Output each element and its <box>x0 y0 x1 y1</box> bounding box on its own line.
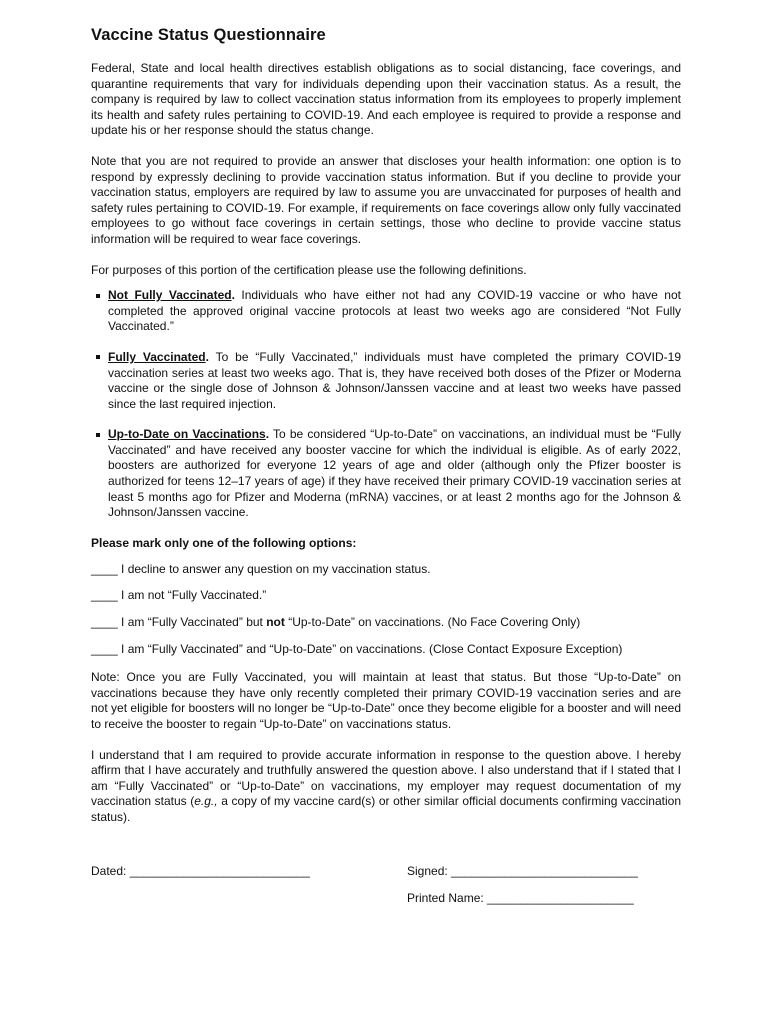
affirmation-text: I understand that I am required to provide accurate information in response to the question above. I hereby affirm that I have accurately and truthfully answered the question above. I also understand that if I stated that I am “Fully Vaccinated” or “Up-to-Date” on vaccinations, my employer may request documentation of my vaccination status ( <box>91 747 681 809</box>
definition-text: Individuals who have either not had any COVID-19 vaccine or who have not completed the approved original vaccine protocols at least two weeks ago are considered “Not Fully Vaccinated.” <box>108 288 681 334</box>
option-blank[interactable]: ____ <box>91 588 118 603</box>
signed-field[interactable]: Signed: ____________________________ <box>407 864 638 878</box>
definition-term: Up-to-Date on Vaccinations <box>108 427 266 442</box>
option-label: I am not “Fully Vaccinated.” <box>117 588 267 603</box>
affirmation-paragraph <box>91 748 681 826</box>
option-decline <box>91 562 681 578</box>
option-fully-up-to-date <box>91 642 681 658</box>
definition-text: To be “Fully Vaccinated,” individuals must have completed the primary COVID-19 vaccination series at least two weeks ago. That is, they have received both doses of the Pfizer or Moderna vaccine or the single dose of Johnson & Johnson/Janssen vaccine and at least two weeks have passed since the last required injection. <box>108 349 682 411</box>
status-note: Note: Once you are Fully Vaccinated, you will maintain at least that status. But those “Up-to-Date” on vaccinations because they have only recently completed their primary COVID-19 vaccination series and are not yet eligible for boosters will no longer be “Up-to-Date” once they become eligible for a booster and will need to receive the booster to regain “Up-to-Date” on vaccinations status. <box>91 670 681 731</box>
definition-item: Fully Vaccinated. To be “Fully Vaccinated,” individuals must have completed the primary COVID-19 vaccination series at least two weeks ago. That is, they have received both doses of the Pfizer or Moderna vaccine or the single dose of Johnson & Johnson/Janssen vaccine and at least two weeks have passed since the last required injection. <box>91 350 681 412</box>
square-bullet-icon <box>96 433 100 437</box>
option-label: I am “Fully Vaccinated” and “Up-to-Date” on vaccinations. (Close Contact Exposure Exception) <box>117 641 623 656</box>
option-not-fully-vaccinated <box>91 588 681 604</box>
affirmation-text-end: a copy of my vaccine card(s) or other similar official documents confirming vaccination status). <box>91 794 681 824</box>
definition-term: Not Fully Vaccinated <box>108 288 232 303</box>
dated-field[interactable]: Dated: ___________________________ <box>91 864 310 878</box>
definition-text: To be considered “Up-to-Date” on vaccinations, an individual must be “Fully Vaccinated” and have received any booster vaccine for which the individual is eligible. As of early 2022, boosters are authorized for everyone 12 years of age and older (although only the Pfizer booster is authorized for teens 12–17 years of age) if they have received their primary COVID-19 vaccination series at least 5 months ago for Pfizer and Moderna (mRNA) vaccines, or at least 2 months ago for the Johnson & Johnson/Janssen vaccine. <box>108 427 681 520</box>
option-emphasis: not <box>266 615 285 630</box>
definitions-intro: For purposes of this portion of the certification please use the following definitions. <box>91 262 527 277</box>
option-label-end: “Up-to-Date” on vaccinations. (No Face Covering Only) <box>284 615 581 630</box>
questionnaire-document <box>91 26 681 841</box>
option-blank[interactable]: ____ <box>91 641 118 656</box>
definitions-list <box>91 288 681 521</box>
definition-item: Up-to-Date on Vaccinations. To be considered “Up-to-Date” on vaccinations, an individual must be “Fully Vaccinated” and have received any booster vaccine for which the individual is eligible. As of early 2022, boosters are authorized for everyone 12 years of age and older (although only the Pfizer booster is authorized for teens 12–17 years of age) if they have received their primary COVID-19 vaccination series at least 5 months ago for Pfizer and Moderna (mRNA) vaccines, or at least 2 months ago for the Johnson & Johnson/Janssen vaccine. <box>91 427 681 521</box>
option-fully-not-up-to-date <box>91 615 681 631</box>
intro-paragraph-1: Federal, State and local health directives establish obligations as to social distancing, face coverings, and quarantine requirements that vary for individuals depending upon their vaccination status. As a result, the company is required by law to collect vaccination status information from its employees to properly implement its health and safety rules pertaining to COVID-19. And each employee is required to provide a response and update his or her response should the status change. <box>91 61 681 138</box>
affirmation-eg: e.g., <box>194 794 218 809</box>
option-label: I am “Fully Vaccinated” but <box>117 615 267 630</box>
printed-name-field[interactable]: Printed Name: ______________________ <box>407 891 634 905</box>
option-label: I decline to answer any question on my vaccination status. <box>117 561 431 576</box>
document-title: Vaccine Status Questionnaire <box>91 26 326 44</box>
intro-paragraph-2: Note that you are not required to provide an answer that discloses your health information: one option is to respond by expressly declining to provide vaccination status information. But if you decline to provide your vaccination status, employers are required by law to assume you are unvaccinated for purposes of health and safety rules pertaining to COVID-19. For example, if requirements on face coverings allow only fully vaccinated employees to go without face coverings in certain settings, those who decline to provide vaccine status information will be required to wear face coverings. <box>91 153 681 246</box>
option-blank[interactable]: ____ <box>91 615 118 630</box>
definition-term: Fully Vaccinated <box>108 349 206 364</box>
square-bullet-icon <box>96 294 100 298</box>
square-bullet-icon <box>96 355 100 359</box>
option-blank[interactable]: ____ <box>91 561 118 576</box>
definition-item: Not Fully Vaccinated. Individuals who have either not had any COVID-19 vaccine or who have not completed the approved original vaccine protocols at least two weeks ago are considered “Not Fully Vaccinated.” <box>91 288 681 335</box>
options-heading: Please mark only one of the following options: <box>91 535 357 550</box>
